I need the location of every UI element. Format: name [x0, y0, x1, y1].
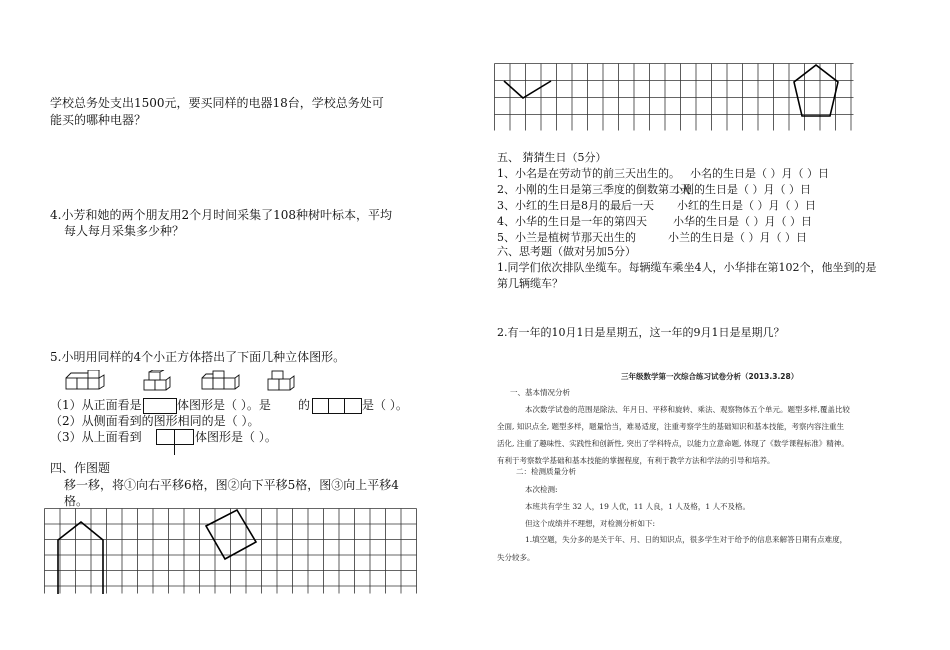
s5-item-2-text: 2、小刚的生日是第三季度的倒数第二天: [497, 183, 691, 196]
cube-figure-3: [202, 371, 239, 389]
cube-figure-4: [268, 371, 294, 390]
q5-title: 5.小明用同样的4个小正方体搭出了下面几种立体图形。: [50, 350, 346, 364]
pentagon-shape: [794, 65, 838, 116]
cube-figure-1: [66, 370, 104, 389]
q4-line1: 4.小芳和她的两个朋友用2个月时间采集了108种树叶标本，平均: [50, 208, 392, 222]
top-view-box: [156, 429, 194, 445]
q5-sub1-b: 体图形是（ ）。是: [177, 398, 271, 412]
analysis-heading-2: 二：检测质量分析: [516, 467, 576, 476]
s5-item-2-blank: 小刚的生日是（ ）月（ ）日: [672, 183, 811, 196]
analysis-title: 三年级数学第一次综合练习试卷分析（2013.3.28）: [621, 372, 799, 381]
analysis-p4: 但这个成绩并不理想，对检测分析如下:: [525, 519, 656, 528]
q5-sub1-d: 是（ ）。: [362, 398, 408, 412]
q5-sub1-c: 的: [298, 398, 311, 412]
s6-q1-line1: 1.同学们依次排队坐缆车。每辆缆车乘坐4人，小华排在第102个，他坐到的是: [497, 261, 877, 274]
drawing-grid-right: [494, 63, 856, 133]
analysis-p1-line: 活化, 注重了趣味性、实践性和创新性, 突出了学科特点，以能力立意命题, 体现了《数学课程标准》精神。: [497, 439, 849, 448]
rectangle-shape: [206, 510, 256, 559]
section4-line1: 移一移，将①向右平移6格，图②向下平移5格，图③向上平移4: [64, 478, 399, 492]
drawing-grid-left: [44, 508, 419, 598]
box-divider: [174, 429, 175, 455]
analysis-p1-line: 全面, 知识点全, 题型多样，题量恰当，难易适度，注重考察学生的基础知识和基本技能，考察内容注重生: [497, 422, 845, 431]
s6-q1-line2: 第几辆缆车？: [497, 277, 563, 290]
q5-sub3-a: （3）从上面看到: [50, 430, 142, 444]
q3-line1: 学校总务处支出1500元，要买同样的电器18台，学校总务处可: [50, 96, 384, 110]
cube-figures: [60, 370, 300, 395]
s5-item-1-text: 1、小名是在劳动节的前三天出生的。: [497, 167, 680, 180]
s5-item-5-blank: 小兰的生日是（ ）月（ ）日: [668, 231, 807, 244]
house-shape: [58, 522, 103, 594]
analysis-p3: 本班共有学生 32 人，19 人优，11 人良，1 人及格，1 人不及格。: [525, 502, 750, 511]
three-square-box: [312, 398, 362, 414]
q3-line2: 能买的哪种电器？: [50, 113, 147, 127]
s5-item-3-text: 3、小红的生日是8月的最后一天: [497, 199, 654, 212]
box-divider: [344, 398, 345, 414]
v-shape: [504, 81, 551, 98]
section4-title: 四、作图题: [50, 461, 111, 475]
q4-line2: 每人每月采集多少种？: [64, 224, 185, 238]
q5-sub3-b: 体图形是（ ）。: [195, 430, 277, 444]
analysis-p1-line: 本次数学试卷的范围是除法、年月日、平移和旋转、乘法、观察物体五个单元。题型多样,覆盖比较: [525, 405, 850, 414]
analysis-p1-line: 有利于考察数学基础和基本技能的掌握程度，有利于教学方法和学法的引导和培养。: [497, 456, 775, 465]
q5-sub1-a: （1）从正面看是: [50, 398, 142, 412]
s5-item-3-blank: 小红的生日是（ ）月（ ）日: [677, 199, 816, 212]
s5-item-5-text: 5、小兰是植树节那天出生的: [497, 231, 636, 244]
s6-q2: 2.有一年的10月1日是星期五，这一年的9月1日是星期几？: [497, 326, 785, 339]
analysis-p2: 本次检测:: [525, 485, 558, 494]
s5-item-1-blank: 小名的生日是（ ）月（ ）日: [690, 167, 829, 180]
section6-title: 六、思考题（做对另加5分）: [497, 245, 636, 258]
section4-line2: 格。: [64, 494, 89, 508]
section5-title: 五、 猜猜生日（5分）: [497, 151, 607, 164]
s5-item-4-text: 4、小华的生日是一年的第四天: [497, 215, 647, 228]
analysis-heading-1: 一、基本情况分析: [510, 388, 570, 397]
analysis-p5-line: 失分较多。: [497, 553, 535, 562]
s5-item-4-blank: 小华的生日是（ ）月（ ）日: [673, 215, 812, 228]
analysis-p5-line: 1.填空题，失分多的是关于年、月、日的知识点，很多学生对于给予的信息来解答日期有点难度，: [525, 535, 848, 544]
front-view-box: [143, 398, 177, 414]
q5-sub2: （2）从侧面看到的图形相同的是（ ）。: [50, 414, 260, 428]
cube-figure-2: [144, 370, 170, 390]
box-divider: [328, 398, 329, 414]
